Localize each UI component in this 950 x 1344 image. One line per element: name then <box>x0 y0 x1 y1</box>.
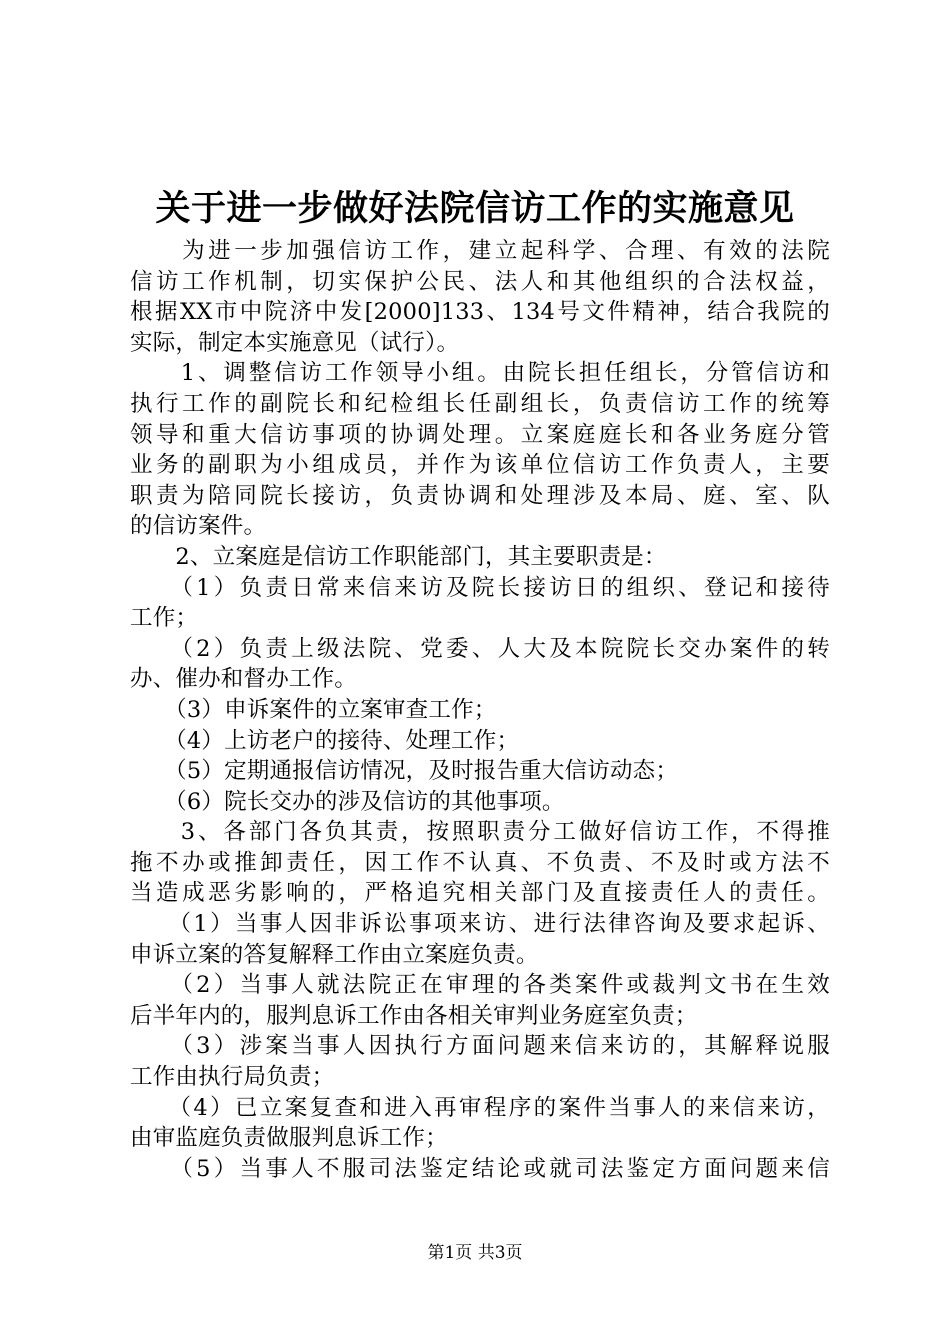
body-line: （6）院长交办的涉及信访的其他事项。 <box>130 788 565 815</box>
document-title: 关于进一步做好法院信访工作的实施意见 <box>155 188 795 229</box>
body-line: （2）负责上级法院、党委、人大及本院院长交办案件的转 <box>130 635 830 662</box>
body-line: 当造成恶劣影响的，严格追究相关部门及直接责任人的责任。 <box>130 880 830 907</box>
body-line: 拖不办或推卸责任，因工作不认真、不负责、不及时或方法不 <box>130 849 830 876</box>
document-body <box>130 236 830 1184</box>
body-line: （4）上访老户的接待、处理工作； <box>130 727 520 754</box>
body-line: 执行工作的副院长和纪检组长任副组长，负责信访工作的统筹 <box>130 390 830 417</box>
body-line: 职责为陪同院长接访，负责协调和处理涉及本局、庭、室、队 <box>130 482 830 509</box>
body-line: （5）定期通报信访情况，及时报告重大信访动态； <box>130 758 679 785</box>
body-line: 信访工作机制，切实保护公民、法人和其他组织的合法权益， <box>130 268 830 295</box>
body-line: 根据XX市中院济中发[2000]133、134号文件精神，结合我院的 <box>130 299 830 326</box>
body-line: 2、立案庭是信访工作职能部门，其主要职责是： <box>130 543 667 570</box>
body-line: 业务的副职为小组成员，并作为该单位信访工作负责人，主要 <box>130 452 830 479</box>
body-line: 3、各部门各负其责，按照职责分工做好信访工作，不得推 <box>130 819 830 846</box>
body-line: 后半年内的，服判息诉工作由各相关审判业务庭室负责； <box>130 1002 698 1029</box>
body-line: （1）负责日常来信来访及院长接访日的组织、登记和接待 <box>130 574 830 601</box>
body-line: （3）涉案当事人因执行方面问题来信来访的，其解释说服 <box>130 1033 830 1060</box>
body-line: （1）当事人因非诉讼事项来访、进行法律咨询及要求起诉、 <box>130 911 830 938</box>
body-line: 工作由执行局负责； <box>130 1064 335 1091</box>
body-line: （2）当事人就法院正在审理的各类案件或裁判文书在生效 <box>130 972 830 999</box>
body-line: （5）当事人不服司法鉴定结论或就司法鉴定方面问题来信 <box>130 1155 830 1182</box>
body-line: 工作； <box>130 605 199 632</box>
body-line: 1、调整信访工作领导小组。由院长担任组长，分管信访和 <box>130 360 830 387</box>
body-line: 领导和重大信访事项的协调处理。立案庭庭长和各业务庭分管 <box>130 421 830 448</box>
body-line: 的信访案件。 <box>130 513 267 540</box>
body-line: 实际，制定本实施意见（试行）。 <box>130 329 460 356</box>
body-line: 申诉立案的答复解释工作由立案庭负责。 <box>130 941 539 968</box>
body-line: 由审监庭负责做服判息诉工作； <box>130 1125 448 1152</box>
page-number: 第1页 共3页 <box>427 1243 523 1263</box>
body-line: （3）申诉案件的立案审查工作； <box>130 696 497 723</box>
body-line: （4）已立案复查和进入再审程序的案件当事人的来信来访， <box>130 1094 830 1121</box>
body-line: 办、催办和督办工作。 <box>130 666 358 693</box>
body-line: 为进一步加强信访工作，建立起科学、合理、有效的法院 <box>130 238 830 264</box>
